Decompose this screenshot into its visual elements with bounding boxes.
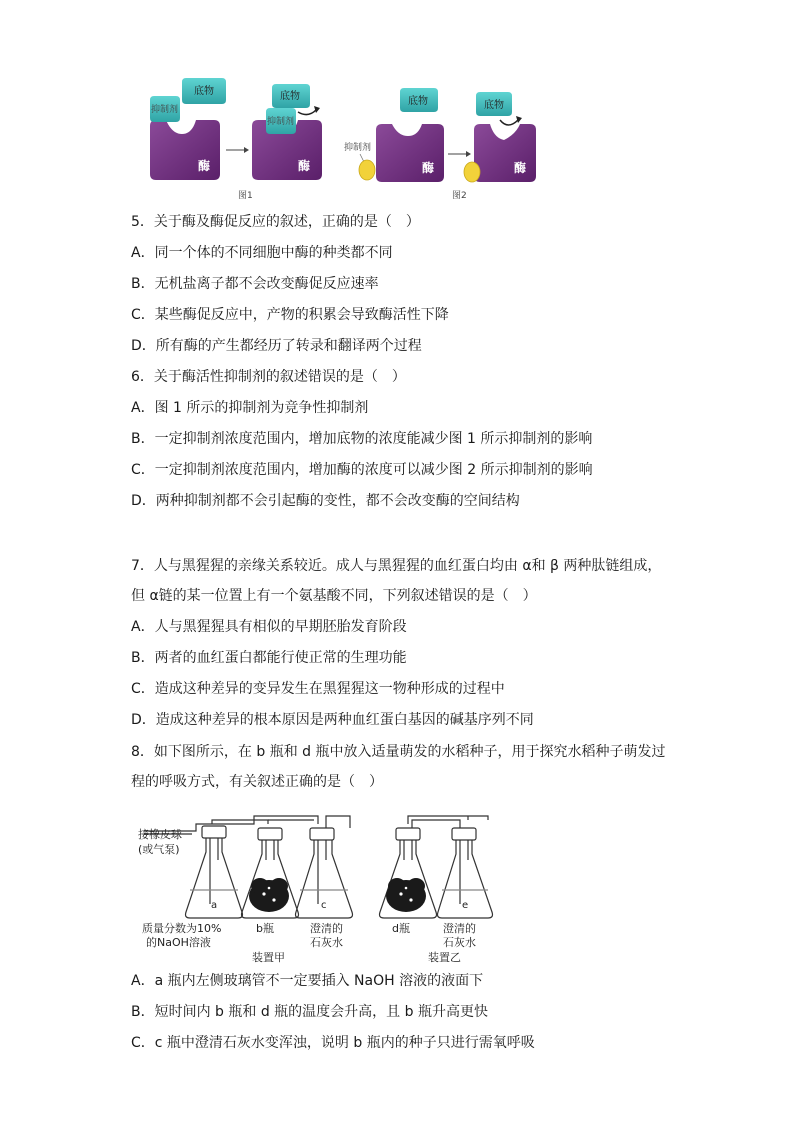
enzyme-label: 酶 [514,161,527,175]
allosteric-inhibitor-shape [359,160,375,180]
substrate-label: 底物 [194,86,214,97]
question-7-option-b: B．两者的血红蛋白都能行使正常的生理功能 [131,650,407,666]
question-8-stem-line2: 程的呼吸方式，有关叙述正确的是（ ） [131,774,383,790]
inhibitor-label: 抑制剂 [267,117,295,127]
question-5-option-b: B．无机盐离子都不会改变酶促反应速率 [131,276,379,292]
caption-device-yi: 装置乙 [428,951,461,964]
inhibitor-label: 抑制剂 [344,143,372,153]
question-5-option-a: A．同一个体的不同细胞中酶的种类都不同 [131,245,393,261]
question-6-option-a: A．图 1 所示的抑制剂为竞争性抑制剂 [131,400,369,416]
question-8-option-a: A．a 瓶内左侧玻璃管不一定要插入 NaOH 溶液的液面下 [131,973,484,989]
substrate-label: 底物 [408,96,428,107]
flask-c-letter: c [321,900,327,911]
label-d-flask: d瓶 [392,922,410,935]
respiration-apparatus-figure [138,808,498,964]
question-6-option-d: D．两种抑制剂都不会引起酶的变性，都不会改变酶的空间结构 [131,493,520,509]
caption-device-jia: 装置甲 [252,951,285,964]
flask-a-letter: a [211,900,218,911]
flask-e-letter: e [462,900,469,911]
label-limewater-c-1: 澄清的 [310,922,343,935]
question-8-option-b: B．短时间内 b 瓶和 d 瓶的温度会升高，且 b 瓶升高更快 [131,1004,488,1020]
germinating-seeds [249,878,426,912]
label-limewater-e-1: 澄清的 [443,922,476,935]
question-7-option-a: A．人与黑猩猩具有相似的早期胚胎发育阶段 [131,619,407,635]
question-7-stem-line2: 但 α链的某一位置上有一个氨基酸不同，下列叙述错误的是（ ） [131,588,537,604]
question-6-stem: 6．关于酶活性抑制剂的叙述错误的是（ ） [131,369,406,385]
substrate-label: 底物 [280,91,300,102]
question-5-stem: 5．关于酶及酶促反应的叙述，正确的是（ ） [131,214,420,230]
enzyme-label: 酶 [298,159,311,173]
label-limewater-e-2: 石灰水 [443,936,476,949]
question-7-option-c: C．造成这种差异的变异发生在黑猩猩这一物种形成的过程中 [131,681,505,697]
pump-label: 接橡皮球 [138,828,182,841]
pump-label-note: (或气泵) [138,843,180,856]
substrate-label: 底物 [484,100,504,111]
figure-caption: 图2 [452,191,467,201]
inhibitor-label: 抑制剂 [151,105,179,115]
label-naoh-1: 质量分数为10% [142,922,222,935]
question-8-stem-line1: 8．如下图所示，在 b 瓶和 d 瓶中放入适量萌发的水稻种子，用于探究水稻种子萌发过 [131,744,666,760]
enzyme-label: 酶 [198,159,211,173]
question-8-option-c: C．c 瓶中澄清石灰水变浑浊，说明 b 瓶内的种子只进行需氧呼吸 [131,1035,535,1051]
label-b-flask: b瓶 [256,922,274,935]
question-7-option-d: D．造成这种差异的根本原因是两种血红蛋白基因的碱基序列不同 [131,712,534,728]
allosteric-inhibitor-shape [464,162,480,182]
enzyme-label: 酶 [422,161,435,175]
question-7-stem-line1: 7．人与黑猩猩的亲缘关系较近。成人与黑猩猩的血红蛋白均由 α和 β 两种肽链组成， [131,558,662,574]
question-5-option-d: D．所有酶的产生都经历了转录和翻译两个过程 [131,338,422,354]
label-naoh-2: 的NaOH溶液 [146,936,211,949]
label-limewater-c-2: 石灰水 [310,936,343,949]
enzyme-shape [474,124,536,182]
question-5-option-c: C．某些酶促反应中，产物的积累会导致酶活性下降 [131,307,449,323]
figure-caption: 图1 [238,191,253,201]
enzyme-inhibitor-figure [138,74,558,204]
question-6-option-c: C．一定抑制剂浓度范围内，增加酶的浓度可以减少图 2 所示抑制剂的影响 [131,462,593,478]
question-6-option-b: B．一定抑制剂浓度范围内，增加底物的浓度能减少图 1 所示抑制剂的影响 [131,431,593,447]
